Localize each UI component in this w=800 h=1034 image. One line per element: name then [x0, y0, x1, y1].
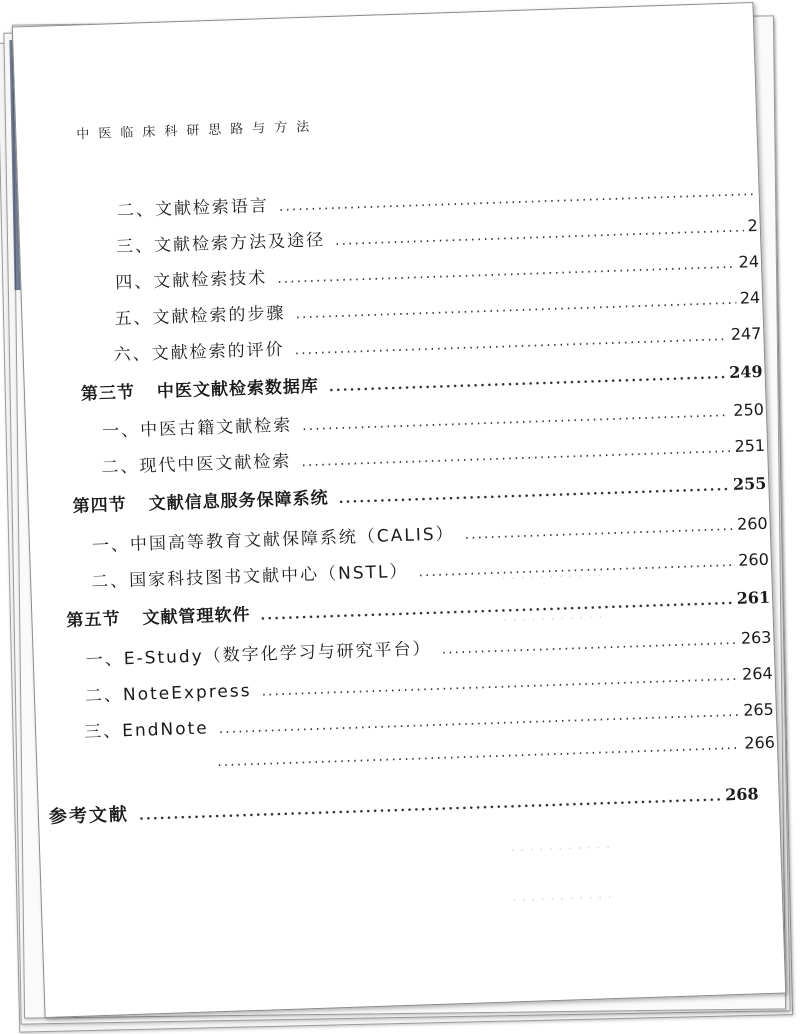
- toc-entry-label: 三、EndNote: [83, 718, 210, 743]
- toc-entry-page: 266: [744, 732, 776, 753]
- bleed-through: · · · · · · · · · · ·: [510, 838, 611, 860]
- toc-section-number: 第三节: [80, 382, 136, 405]
- toc-entry-label: 参考文献: [48, 804, 130, 828]
- dot-leader: [441, 632, 737, 658]
- dot-leader: [338, 478, 729, 507]
- toc-section-label: 文献信息服务保障系统: [148, 488, 329, 515]
- toc-entry-page: 247: [730, 323, 762, 344]
- running-head: 中医临床科研思路与方法: [76, 119, 319, 143]
- toc-entry-label: 二、现代中医文献检索: [101, 451, 292, 478]
- toc-entry-label: 二、文献检索语言: [116, 196, 270, 222]
- toc-entry-label: 五、文献检索的步骤: [114, 303, 286, 330]
- toc-entry-page: 263: [740, 627, 772, 648]
- toc-section-number: 第四节: [72, 495, 128, 517]
- toc-entry-label: 六、文献检索的评价: [113, 339, 285, 366]
- dot-leader: [217, 737, 741, 770]
- toc-entry[interactable]: [207, 733, 775, 771]
- toc-entry-page: 24: [739, 287, 761, 308]
- toc-entry-page: 255: [732, 473, 767, 494]
- dot-leader: [294, 328, 727, 358]
- toc-entry-label: 一、中国高等教育文献保障系统（CALIS）: [91, 524, 455, 557]
- toc-section-label: 文献管理软件: [142, 604, 251, 629]
- table-of-contents: [13, 3, 785, 1017]
- toc-entry-page: 250: [733, 399, 765, 420]
- toc-references[interactable]: [49, 779, 759, 829]
- toc-entry-page: 268: [724, 784, 759, 805]
- dot-leader: [302, 404, 730, 434]
- dot-leader: [277, 256, 735, 287]
- bleed-through: · · · · · · · · · · ·: [501, 566, 602, 588]
- dot-leader: [295, 292, 736, 323]
- toc-entry-page: 260: [736, 513, 768, 534]
- toc-entry-label: 二、NoteExpress: [84, 680, 252, 707]
- bleed-through: · · · · · · · · · · ·: [511, 888, 613, 910]
- toc-entry-label: 二、国家科技图书文献中心（NSTL）: [90, 561, 409, 593]
- toc-entry-page: 261: [736, 587, 771, 608]
- dot-leader: [301, 440, 731, 470]
- toc-entry-page: 249: [728, 361, 763, 382]
- bleed-through: · · · · · · · · · · ·: [502, 608, 604, 630]
- dot-leader: [329, 366, 726, 395]
- dot-leader: [464, 518, 733, 543]
- toc-entry-label: 四、文献检索技术: [114, 268, 268, 294]
- toc-entry-page: 24: [738, 251, 760, 272]
- dot-leader: [139, 788, 722, 823]
- toc-section-number: 第五节: [66, 609, 121, 632]
- toc-section-label: 中医文献检索数据库: [156, 376, 320, 402]
- dot-leader: [260, 592, 733, 624]
- toc-section[interactable]: [66, 583, 770, 631]
- dot-leader: [218, 704, 739, 737]
- toc-entry-page: 265: [742, 699, 775, 720]
- toc-entry-label: 三、文献检索方法及途径: [115, 230, 326, 258]
- toc-entry-page: 264: [741, 663, 773, 684]
- dot-leader: [335, 219, 744, 249]
- toc-entry-page: 251: [734, 435, 766, 456]
- toc-entry-page: 2: [747, 215, 759, 236]
- toc-page: [12, 2, 786, 1018]
- toc-section[interactable]: [72, 469, 766, 517]
- toc-entry-label: 一、中医古籍文献检索: [101, 415, 293, 442]
- toc-entry-page: 260: [737, 549, 770, 570]
- dot-leader: [279, 183, 753, 215]
- dot-leader: [261, 668, 738, 700]
- dot-leader: [418, 554, 734, 580]
- toc-entry-label: 一、E-Study（数字化学习与研究平台）: [85, 639, 432, 671]
